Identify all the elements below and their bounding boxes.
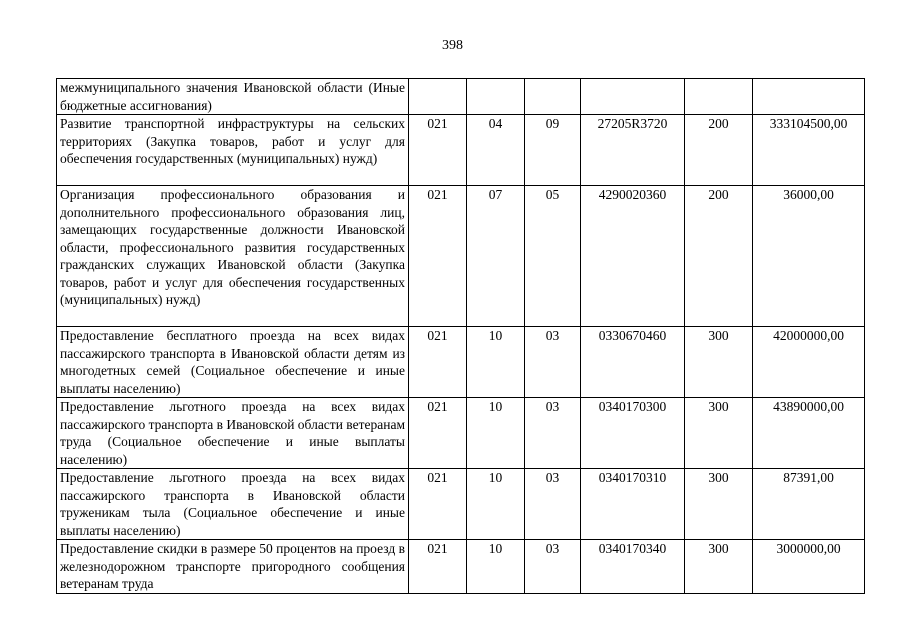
amount: 87391,00	[753, 469, 865, 540]
section-code: 04	[467, 115, 525, 186]
amount: 36000,00	[753, 186, 865, 327]
page-number: 398	[442, 38, 463, 53]
amount: 3000000,00	[753, 540, 865, 594]
amount: 43890000,00	[753, 398, 865, 469]
section-code: 10	[467, 469, 525, 540]
table-row	[57, 186, 865, 327]
expense-type-code: 200	[685, 115, 753, 186]
section-code: 07	[467, 186, 525, 327]
row-description: Предоставление льготного проезда на всех видах пассажирского транспорта в Ивановской области ветеранам труда (Социальное обеспечение и иные выплаты населению)	[57, 398, 409, 469]
subsection-code	[525, 79, 581, 115]
row-description: межмуниципального значения Ивановской области (Иные бюджетные ассигнования)	[57, 79, 409, 115]
table-row	[57, 540, 865, 594]
section-code	[467, 79, 525, 115]
ministry-code: 021	[409, 115, 467, 186]
expense-type-code: 300	[685, 327, 753, 398]
ministry-code: 021	[409, 398, 467, 469]
row-description: Предоставление бесплатного проезда на всех видах пассажирского транспорта в Ивановской области детям из многодетных семей (Социальное обеспечение и иные выплаты населению)	[57, 327, 409, 398]
subsection-code: 03	[525, 540, 581, 594]
row-description: Предоставление скидки в размере 50 процентов на проезд в железнодорожном транспорте пригородного сообщения ветеранам труда	[57, 540, 409, 594]
table-row	[57, 115, 865, 186]
budget-table	[56, 78, 865, 594]
table-row	[57, 79, 865, 115]
amount: 42000000,00	[753, 327, 865, 398]
expense-type-code: 200	[685, 186, 753, 327]
expense-type-code: 300	[685, 540, 753, 594]
target-article-code: 0340170300	[581, 398, 685, 469]
expense-type-code: 300	[685, 398, 753, 469]
subsection-code: 09	[525, 115, 581, 186]
amount: 333104500,00	[753, 115, 865, 186]
subsection-code: 05	[525, 186, 581, 327]
ministry-code: 021	[409, 469, 467, 540]
target-article-code: 0340170310	[581, 469, 685, 540]
ministry-code: 021	[409, 186, 467, 327]
expense-type-code	[685, 79, 753, 115]
row-description: Предоставление льготного проезда на всех видах пассажирского транспорта в Ивановской области труженикам тыла (Социальное обеспечение и иные выплаты населению)	[57, 469, 409, 540]
ministry-code	[409, 79, 467, 115]
section-code: 10	[467, 398, 525, 469]
target-article-code: 0330670460	[581, 327, 685, 398]
table-row	[57, 398, 865, 469]
section-code: 10	[467, 327, 525, 398]
row-description: Развитие транспортной инфраструктуры на сельских территориях (Закупка товаров, работ и услуг для обеспечения государственных (муниципальных) нужд)	[57, 115, 409, 186]
expense-type-code: 300	[685, 469, 753, 540]
table-row	[57, 327, 865, 398]
ministry-code: 021	[409, 327, 467, 398]
subsection-code: 03	[525, 398, 581, 469]
target-article-code: 0340170340	[581, 540, 685, 594]
target-article-code: 27205R3720	[581, 115, 685, 186]
subsection-code: 03	[525, 469, 581, 540]
row-description: Организация профессионального образования и дополнительного профессионального образования лиц, замещающих государственные должности Ивановской области, профессионального развития государственных гражданских служащих Ивановской области (Закупка товаров, работ и услуг для обеспечения государственных (муниципальных) нужд)	[57, 186, 409, 327]
amount	[753, 79, 865, 115]
table-row	[57, 469, 865, 540]
target-article-code	[581, 79, 685, 115]
target-article-code: 4290020360	[581, 186, 685, 327]
section-code: 10	[467, 540, 525, 594]
ministry-code: 021	[409, 540, 467, 594]
subsection-code: 03	[525, 327, 581, 398]
